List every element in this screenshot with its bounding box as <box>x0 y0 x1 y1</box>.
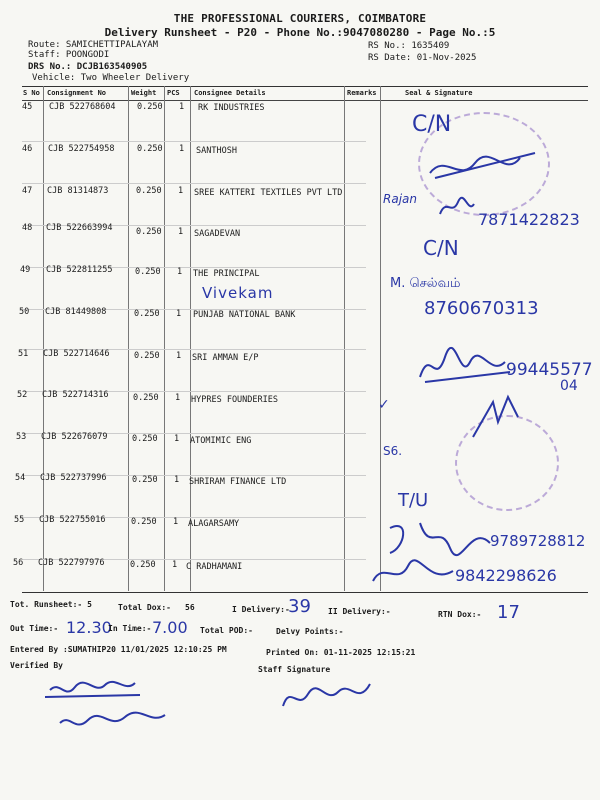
col-header-seal: Seal & Signature <box>405 89 473 97</box>
row-weight: 0.250 <box>137 102 163 112</box>
row-sno: 54 <box>15 473 26 483</box>
handwritten-rtn: 17 <box>497 602 520 623</box>
row-weight: 0.250 <box>133 393 159 403</box>
handwritten-name-49: M. செல்வம் <box>390 276 461 291</box>
handwritten-i-delivery: 39 <box>288 596 311 617</box>
total-pod-label: Total POD:- <box>200 626 253 635</box>
row-consignment: CJB 522714316 <box>42 390 109 400</box>
delvy-points-label: Delvy Points:- <box>276 627 344 636</box>
handwritten-phone-51: 99445577 <box>506 360 593 380</box>
row-weight: 0.250 <box>136 186 162 196</box>
row-consignment: CJB 522663994 <box>46 223 113 233</box>
drs-label: DRS No.: DCJB163540905 <box>28 62 148 72</box>
row-consignment: CJB 522797976 <box>38 558 105 568</box>
row-pcs: 1 <box>174 475 180 485</box>
handwritten-out-time: 12.30 <box>66 618 112 637</box>
row-weight: 0.250 <box>130 560 156 570</box>
total-dox-label: Total Dox:- <box>118 603 171 612</box>
row-weight: 0.250 <box>132 434 158 444</box>
row-pcs: 1 <box>176 309 182 319</box>
row-pcs: 1 <box>172 560 178 570</box>
row-consignment: CJB 81314873 <box>47 186 109 196</box>
row-consignment: CJB 81449808 <box>45 307 107 317</box>
row-weight: 0.250 <box>134 351 160 361</box>
vehicle-label: Vehicle: Two Wheeler Delivery <box>32 73 190 83</box>
row-consignee: SAGADEVAN <box>194 229 241 239</box>
entered-by: Entered By :SUMATHIP20 11/01/2025 12:10:25 PM <box>10 645 227 654</box>
row-consignee: SRI AMMAN E/P <box>192 353 259 363</box>
row-sno: 47 <box>22 186 33 196</box>
row-weight: 0.250 <box>136 227 162 237</box>
handwritten-phone-49: 8760670313 <box>424 298 539 319</box>
row-consignment: CJB 522754958 <box>48 144 115 154</box>
row-consignee: RK INDUSTRIES <box>198 103 265 113</box>
company-title: THE PROFESSIONAL COURIERS, COIMBATORE <box>173 12 427 25</box>
handwritten-tu: T/U <box>398 490 429 511</box>
out-time-label: Out Time:- <box>10 624 59 633</box>
handwritten-rajan: Rajan <box>383 192 417 206</box>
col-header-pcs: PCS <box>167 89 180 97</box>
signature-47 <box>438 196 478 220</box>
row-consignee: C RADHAMANI <box>186 562 243 572</box>
in-time-label: In Time:- <box>108 624 152 633</box>
row-consignment: CJB 522755016 <box>39 515 106 525</box>
runsheet-title: Delivery Runsheet - P20 - Phone No.:9047080280 - Page No.:5 <box>104 26 496 39</box>
row-weight: 0.250 <box>131 517 157 527</box>
row-consignment: CJB 522714646 <box>43 349 110 359</box>
row-consignee: SHRIRAM FINANCE LTD <box>189 477 287 487</box>
handwritten-phone-47: 7871422823 <box>478 210 580 229</box>
row-pcs: 1 <box>179 144 185 154</box>
row-consignee: SANTHOSH <box>196 146 237 156</box>
row-pcs: 1 <box>173 517 179 527</box>
row-weight: 0.250 <box>137 144 163 154</box>
row-consignee: SREE KATTERI TEXTILES PVT LTD <box>194 188 343 198</box>
row-consignment: CJB 522811255 <box>46 265 113 275</box>
tot-runsheet: Tot. Runsheet:- 5 <box>10 600 92 609</box>
row-sno: 55 <box>14 515 25 525</box>
row-consignee: HYPRES FOUNDERIES <box>191 395 278 405</box>
row-pcs: 1 <box>176 351 182 361</box>
handwritten-phone-51-tail: 04 <box>560 378 578 394</box>
row-weight: 0.250 <box>132 475 158 485</box>
staff-signature-label: Staff Signature <box>258 665 331 674</box>
row-sno: 46 <box>22 144 33 154</box>
col-header-remarks: Remarks <box>347 89 377 97</box>
handwritten-sb: S6. <box>383 444 403 458</box>
signature-52 <box>468 392 528 442</box>
handwritten-cn-2: C/N <box>423 236 459 260</box>
row-pcs: 1 <box>174 434 180 444</box>
col-header-weight: Weight <box>131 89 157 97</box>
row-weight: 0.250 <box>134 309 160 319</box>
handwritten-cn: C/N <box>412 112 452 137</box>
handwritten-phone-56: 9842298626 <box>455 566 557 585</box>
printed-on: Printed On: 01-11-2025 12:15:21 <box>266 648 416 657</box>
handwritten-phone-55: 9789728812 <box>490 532 586 550</box>
rs-number: RS No.: 1635409 <box>368 41 450 51</box>
handwritten-vivekam: Vivekam <box>202 284 274 302</box>
row-consignee: THE PRINCIPAL <box>193 269 260 279</box>
row-pcs: 1 <box>178 227 184 237</box>
staff-signature <box>278 676 378 716</box>
row-pcs: 1 <box>177 267 183 277</box>
col-header-consignment: Consignment No <box>47 89 107 97</box>
row-pcs: 1 <box>179 102 185 112</box>
row-sno: 53 <box>16 432 27 442</box>
row-sno: 52 <box>17 390 28 400</box>
row-sno: 50 <box>19 307 30 317</box>
row-sno: 56 <box>13 558 24 568</box>
col-header-consignee: Consignee Details <box>194 89 266 97</box>
total-dox-value: 56 <box>185 603 195 612</box>
row-sno: 51 <box>18 349 29 359</box>
row-consignment: CJB 522676079 <box>41 432 108 442</box>
col-header-sno: S No <box>23 89 40 97</box>
verifier-signature <box>40 675 190 745</box>
rtn-dox-label: RTN Dox:- <box>438 610 482 619</box>
row-sno: 49 <box>20 265 31 275</box>
row-consignee: ALAGARSAMY <box>188 519 240 529</box>
row-weight: 0.250 <box>135 267 161 277</box>
tick-mark: ✓ <box>378 397 390 413</box>
handwritten-in-time: 7.00 <box>152 618 188 637</box>
signature-51 <box>415 342 515 392</box>
signature-55 <box>380 518 500 558</box>
row-sno: 45 <box>22 102 33 112</box>
row-consignee: PUNJAB NATIONAL BANK <box>193 310 296 320</box>
ii-delivery-label: II Delivery:- <box>328 607 391 616</box>
i-delivery-label: I Delivery:- <box>232 605 290 614</box>
row-consignment: CJB 522737996 <box>40 473 107 483</box>
signature-46 <box>425 148 545 188</box>
staff-label: Staff: POONGODI <box>28 50 110 60</box>
row-consignee: ATOMIMIC ENG <box>190 436 252 446</box>
row-pcs: 1 <box>178 186 184 196</box>
row-pcs: 1 <box>175 393 181 403</box>
verified-by-label: Verified By <box>10 661 63 670</box>
route-label: Route: SAMICHETTIPALAYAM <box>28 40 159 50</box>
rs-date: RS Date: 01-Nov-2025 <box>368 53 477 63</box>
signature-56 <box>368 556 458 594</box>
row-sno: 48 <box>22 223 33 233</box>
row-consignment: CJB 522768604 <box>49 102 116 112</box>
table-row <box>22 223 588 268</box>
